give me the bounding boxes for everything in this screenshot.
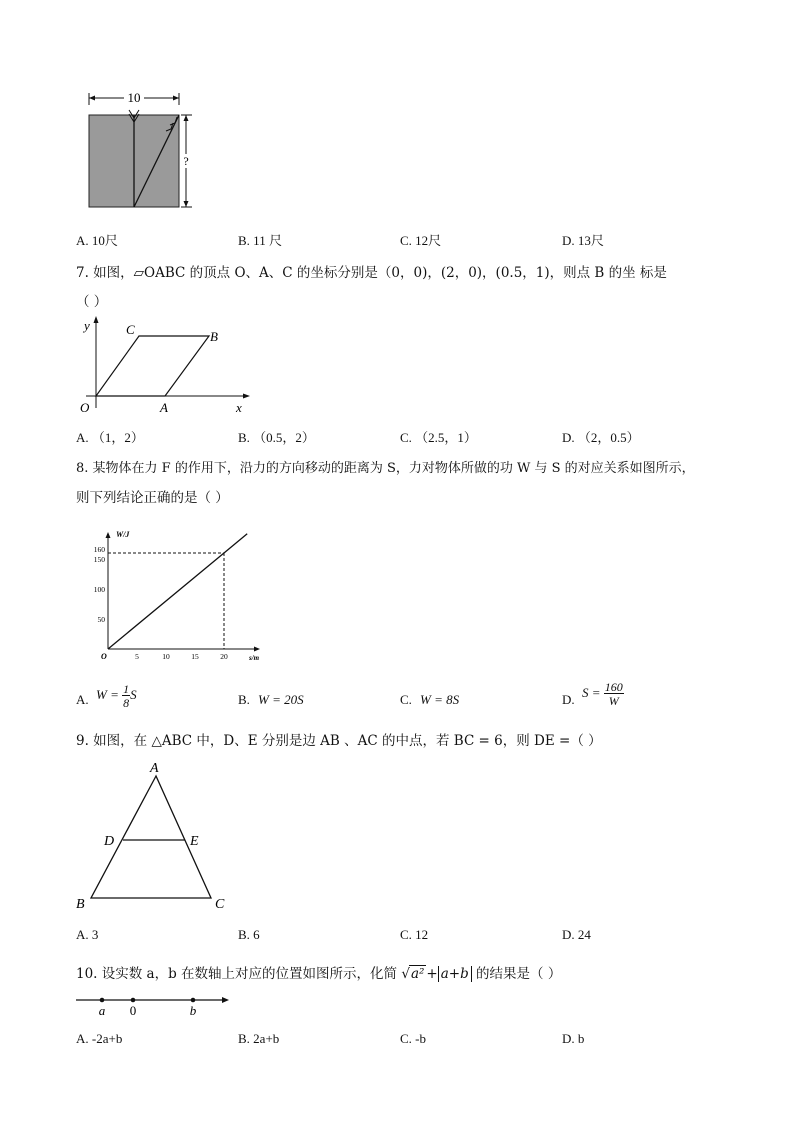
- q8-option-c-label: C.: [400, 692, 412, 707]
- q8-work-distance-chart: [84, 526, 264, 666]
- q9-option-d: D. 24: [562, 927, 591, 942]
- q9-option-c: C. 12: [400, 927, 429, 942]
- q10-stem-post: 的结果是（ ）: [476, 966, 562, 982]
- q7-paren: （ ）: [76, 294, 108, 310]
- x-tick-label: 5: [135, 652, 139, 661]
- q6-height-label: ?: [183, 154, 189, 168]
- q8-option-a-num: 1: [123, 682, 130, 696]
- q9-a-label: A: [150, 761, 159, 776]
- q8-option-a-lhs: W =: [96, 686, 119, 702]
- q6-figure: [80, 85, 210, 215]
- q9-triangle-figure: [72, 756, 242, 914]
- x-axis-arrow: [254, 647, 260, 652]
- y-tick-label: 150: [93, 555, 105, 564]
- q10-radicand: a²: [410, 966, 425, 982]
- q7-stem: 7. 如图，▱OABC 的顶点 O、A、C 的坐标分别是（0，0)，(2，0)，(0.5，1)，则点 B 的坐 标是: [76, 265, 667, 281]
- q8-option-b-label: B.: [238, 692, 250, 707]
- q10-point-zero: 0: [129, 1003, 137, 1018]
- q7-b-label: B: [210, 329, 218, 344]
- q9-d-label: D: [104, 834, 115, 849]
- x-axis-label: s/m: [249, 654, 260, 662]
- q10-stem-pre: 10. 设实数 a，b 在数轴上对应的位置如图所示，化简: [76, 966, 398, 982]
- q8-option-d-fraction: [604, 681, 624, 707]
- y-axis-label: W/J: [116, 530, 130, 539]
- q7-option-c: C. （2.5，1）: [400, 430, 477, 445]
- q8-option-d-lhs: S =: [582, 684, 601, 700]
- q6-option-b: B. 11 尺: [238, 233, 282, 248]
- q7-o-label: O: [80, 400, 90, 415]
- q10-option-a: A. -2a+b: [76, 1031, 123, 1046]
- q8-option-a: [96, 683, 137, 709]
- q9-stem: 9. 如图，在 △ABC 中，D、E 分别是边 AB 、AC 的中点，若 BC = 6，则 DE =（ ）: [76, 733, 602, 749]
- q10-expression: √a² + a+b: [401, 966, 471, 982]
- q8-stem-line2: 则下列结论正确的是（ ）: [76, 490, 229, 506]
- q7-a-label: A: [160, 400, 168, 415]
- q10-point-a: a: [98, 1003, 106, 1018]
- q8-option-a-fraction: [122, 683, 130, 709]
- q6-option-d: D. 13尺: [562, 233, 604, 248]
- q8-option-c: W = 8S: [420, 692, 460, 707]
- y-tick-label: 160: [93, 545, 105, 554]
- x-tick-label: 15: [191, 652, 199, 661]
- q8-option-a-label: A.: [76, 692, 89, 707]
- q10-abs-value: a+b: [438, 966, 472, 982]
- q7-c-label: C: [126, 322, 135, 337]
- q6-option-c: C. 12尺: [400, 233, 442, 248]
- y-axis-arrow: [106, 532, 111, 538]
- q8-option-d-den: W: [608, 694, 619, 708]
- origin-label: O: [101, 652, 107, 661]
- q7-y-label: y: [84, 318, 90, 333]
- q9-e-label: E: [190, 834, 199, 849]
- q6-width-label: 10: [127, 90, 141, 105]
- series-line: [108, 534, 247, 649]
- q9-b-label: B: [76, 897, 85, 912]
- q7-option-d: D. （2，0.5）: [562, 430, 640, 445]
- q7-option-b: B. （0.5，2）: [238, 430, 315, 445]
- y-tick-label: 100: [93, 585, 105, 594]
- q7-option-a: A. （1，2）: [76, 430, 144, 445]
- x-tick-label: 10: [162, 652, 170, 661]
- q8-option-b: W = 20S: [258, 692, 304, 707]
- q8-option-a-var: S: [130, 686, 137, 702]
- q9-option-a: A. 3: [76, 927, 99, 942]
- q10-point-b: b: [189, 1003, 197, 1018]
- q10-option-b: B. 2a+b: [238, 1031, 280, 1046]
- q8-stem-line1: 8. 某物体在力 F 的作用下，沿力的方向移动的距离为 S，力对物体所做的功 W 与 S 的对应关系如图所示，: [76, 461, 695, 476]
- q10-option-c: C. -b: [400, 1031, 426, 1046]
- q10-plus: +: [426, 966, 438, 982]
- y-tick-label: 50: [97, 615, 105, 624]
- q8-option-d: [582, 681, 624, 707]
- q8-option-a-den: 8: [123, 696, 130, 710]
- q10-option-d: D. b: [562, 1031, 585, 1046]
- q10-number-line: [72, 990, 242, 1020]
- q9-option-b: B. 6: [238, 927, 260, 942]
- q10-stem: [76, 962, 561, 982]
- q8-option-d-num: 160: [604, 680, 623, 694]
- q7-figure: [72, 314, 262, 418]
- q7-x-label: x: [236, 400, 242, 415]
- x-tick-label: 20: [220, 652, 228, 661]
- q8-option-d-label: D.: [562, 692, 575, 707]
- q9-c-label: C: [215, 897, 225, 912]
- q6-option-a: A. 10尺: [76, 233, 118, 248]
